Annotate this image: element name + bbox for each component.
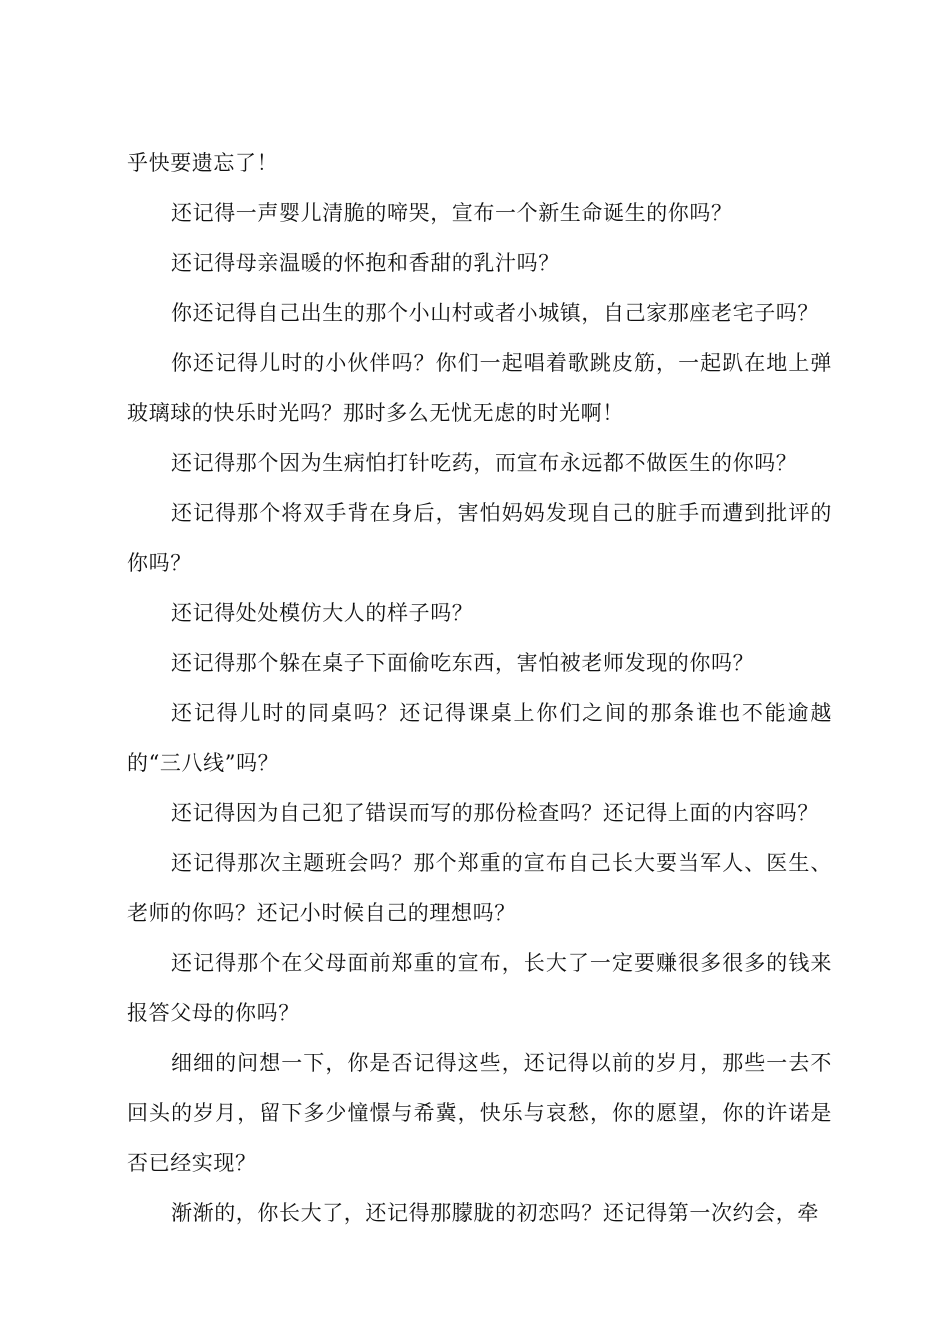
paragraph-11: 还记得因为自己犯了错误而写的那份检查吗？还记得上面的内容吗？	[171, 801, 819, 825]
paragraph-10: 还记得儿时的同桌吗？还记得课桌上你们之间的那条谁也不能逾越的“三八线”吗？	[127, 701, 832, 775]
paragraph-4: 你还记得自己出生的那个小山村或者小城镇，自己家那座老宅子吗？	[171, 301, 819, 325]
paragraph-1: 乎快要遗忘了！	[127, 151, 279, 175]
paragraph-5: 你还记得儿时的小伙伴吗？你们一起唱着歌跳皮筋，一起趴在地上弹玻璃球的快乐时光吗？那时多么无忧无虑的时光啊！	[127, 351, 832, 425]
paragraph-15: 渐渐的，你长大了，还记得那朦胧的初恋吗？还记得第一次约会，牵	[171, 1201, 819, 1225]
paragraph-7: 还记得那个将双手背在身后，害怕妈妈发现自己的脏手而遭到批评的你吗？	[127, 501, 832, 575]
paragraph-14: 细细的问想一下，你是否记得这些，还记得以前的岁月，那些一去不回头的岁月，留下多少憧憬与希冀，快乐与哀愁，你的愿望，你的许诺是否已经实现？	[127, 1051, 832, 1175]
paragraph-12: 还记得那次主题班会吗？那个郑重的宣布自己长大要当军人、医生、老师的你吗？还记小时候自己的理想吗？	[127, 851, 832, 925]
paragraph-2: 还记得一声婴儿清脆的啼哭，宣布一个新生命诞生的你吗？	[171, 201, 733, 225]
paragraph-6: 还记得那个因为生病怕打针吃药，而宣布永远都不做医生的你吗？	[171, 451, 798, 475]
paragraph-8: 还记得处处模仿大人的样子吗？	[171, 601, 474, 625]
paragraph-3: 还记得母亲温暖的怀抱和香甜的乳汁吗？	[171, 251, 560, 275]
paragraph-9: 还记得那个躲在桌子下面偷吃东西，害怕被老师发现的你吗？	[171, 651, 755, 675]
document-body	[127, 138, 832, 1238]
paragraph-13: 还记得那个在父母面前郑重的宣布，长大了一定要赚很多很多的钱来报答父母的你吗？	[127, 951, 832, 1025]
